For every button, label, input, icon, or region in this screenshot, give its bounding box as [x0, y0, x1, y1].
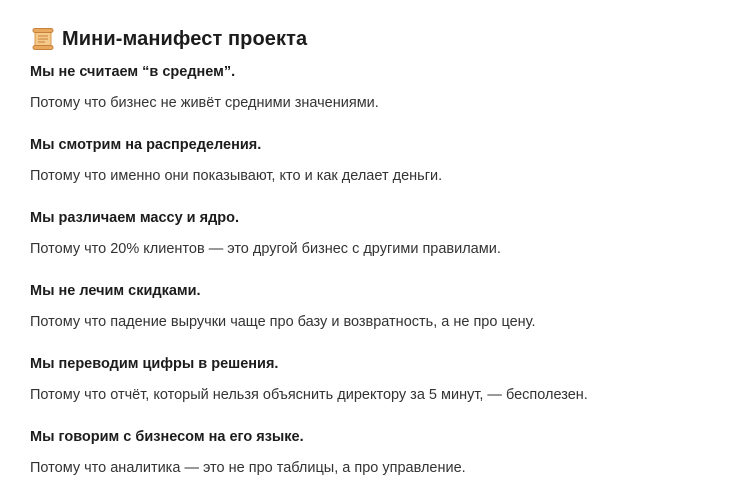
reason-text: Потому что отчёт, который нельзя объяснить директору за 5 минут, — бесполезен. [30, 387, 588, 403]
statement-text: Мы смотрим на распределения. [30, 137, 262, 153]
title-row [30, 22, 720, 56]
scroll-icon [30, 27, 56, 51]
manifesto-item [30, 354, 720, 405]
reason-text: Потому что 20% клиентов — это другой бизнес с другими правилами. [30, 241, 501, 257]
manifesto-item [30, 135, 720, 186]
statement-text: Мы не считаем “в среднем”. [30, 64, 236, 80]
statement-text: Мы переводим цифры в решения. [30, 356, 279, 372]
statement-text: Мы не лечим скидками. [30, 283, 201, 299]
page-title: Мини-манифест проекта [62, 27, 308, 50]
reason-text: Потому что бизнес не живёт средними значениями. [30, 95, 379, 111]
statement-text: Мы различаем массу и ядро. [30, 210, 240, 226]
manifesto-document [30, 22, 720, 478]
manifesto-item [30, 427, 720, 478]
manifesto-item [30, 281, 720, 332]
reason-text: Потому что именно они показывают, кто и как делает деньги. [30, 168, 443, 184]
manifesto-item [30, 208, 720, 259]
reason-text: Потому что падение выручки чаще про базу и возвратность, а не про цену. [30, 314, 536, 330]
reason-text: Потому что аналитика — это не про таблицы, а про управление. [30, 460, 466, 476]
statement-text: Мы говорим с бизнесом на его языке. [30, 429, 304, 445]
manifesto-item [30, 62, 720, 113]
